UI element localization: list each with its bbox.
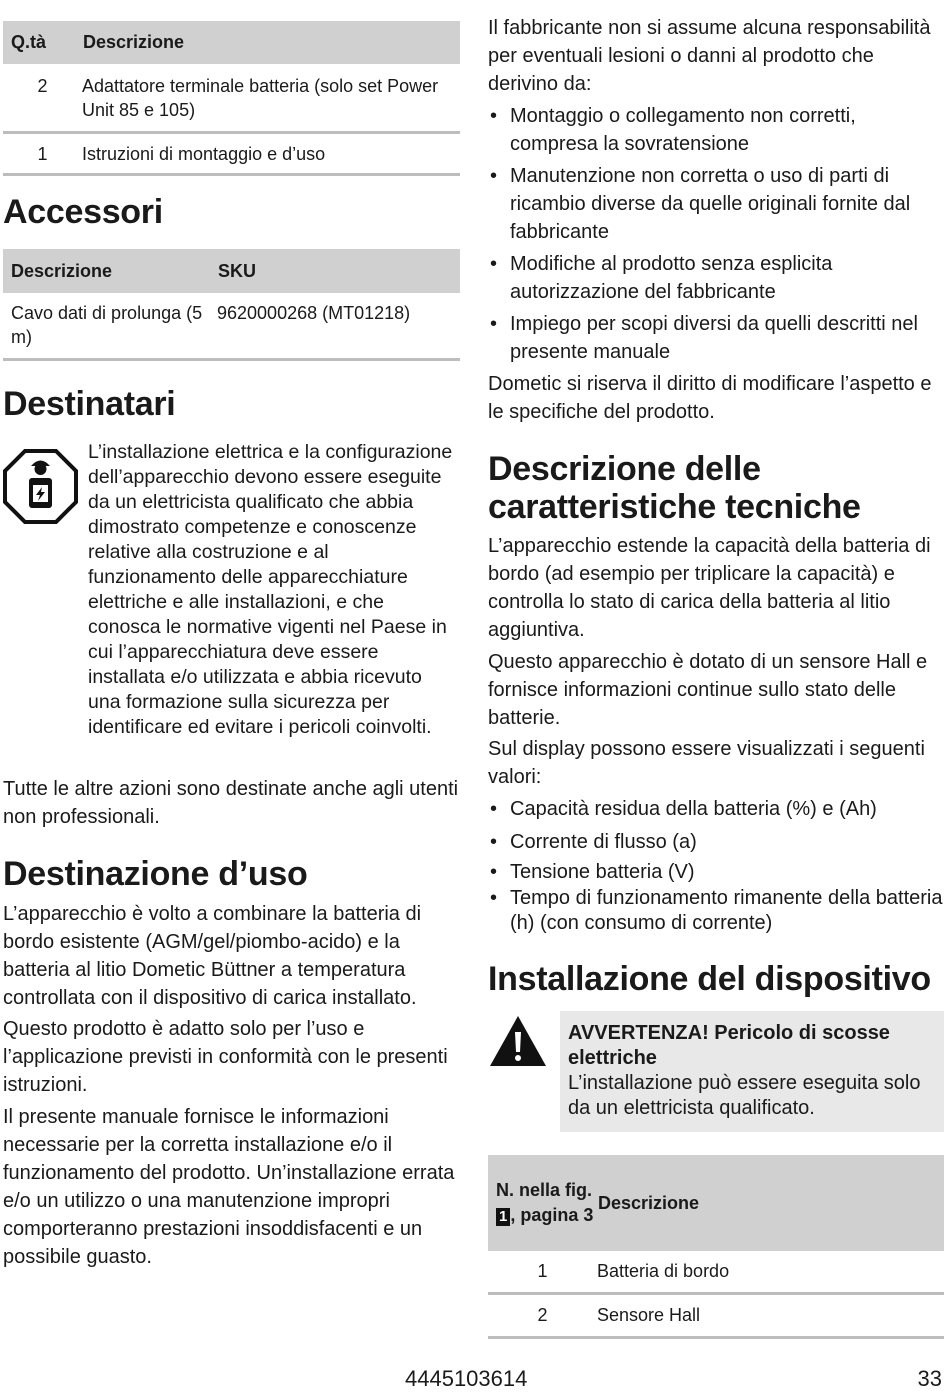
- install-col-num: N. nella fig. 1 , pagina 3: [488, 1155, 597, 1251]
- install-desc: Batteria di bordo: [597, 1251, 944, 1294]
- destinazione-heading: Destinazione d’uso: [3, 855, 308, 893]
- destinazione-p1: L’apparecchio è volto a combinare la batteria di bordo esistente (AGM/gel/piombo-acido) e la batteria al litio Dometic Büttner a temperatura controllata con il dispositivo di carica installato.: [3, 903, 422, 1009]
- list-item: • Tempo di funzionamento rimanente della batteria (h) (con consumo di corrente): [488, 886, 946, 936]
- installation-table: [488, 1155, 944, 1339]
- table-row: [3, 64, 460, 133]
- parts-desc: Adattatore terminale batteria (solo set Power Unit 85 e 105): [82, 64, 460, 133]
- list-item: • Modifiche al prodotto senza esplicita autorizzazione del fabbricante: [488, 250, 946, 306]
- doc-number: 4445103614: [405, 1366, 528, 1391]
- table-row: [488, 1294, 944, 1338]
- responsibility-intro: Il fabbricante non si assume alcuna responsabilità per eventuali lesioni o danni al prodotto che derivino da:: [488, 17, 931, 95]
- accessori-heading: Accessori: [3, 193, 163, 231]
- table-row: [3, 133, 460, 175]
- figure-number-badge: 1: [496, 1208, 510, 1226]
- destinatari-after: Tutte le altre azioni sono destinate anche agli utenti non professionali.: [3, 778, 459, 828]
- list-item: • Impiego per scopi diversi da quelli descritti nel presente manuale: [488, 310, 946, 366]
- responsibility-list: [488, 102, 946, 366]
- accessori-col-desc: Descrizione: [3, 249, 217, 293]
- install-col-desc: Descrizione: [597, 1155, 944, 1251]
- accessori-sku: 9620000268 (MT01218): [217, 293, 460, 360]
- accessori-desc: Cavo dati di prolunga (5 m): [3, 293, 217, 360]
- parts-desc: Istruzioni di montaggio e d’uso: [82, 133, 460, 175]
- warning-title: AVVERTENZA! Pericolo di scosse elettriche: [568, 1022, 890, 1069]
- technical-p1: L’apparecchio estende la capacità della batteria di bordo (ad esempio per triplicare la capacità) e controlla lo stato di carica della batteria al litio aggiuntiva.: [488, 535, 931, 641]
- list-item: • Tensione batteria (V): [488, 858, 946, 886]
- destinazione-p3: Il presente manuale fornisce le informazioni necessarie per la corretta installazione e/o il funzionamento del prodotto. Un’installazione errata e/o un utilizzo o una manutenzione impropri comporteranno prestazioni insoddisfacenti e un possibile guasto.: [3, 1106, 455, 1268]
- destinatari-heading: Destinatari: [3, 385, 176, 423]
- parts-qty: 2: [3, 64, 82, 133]
- parts-table-header: [3, 21, 460, 64]
- responsibility-outro: Dometic si riserva il diritto di modificare l’aspetto e le specifiche del prodotto.: [488, 373, 932, 423]
- install-desc: Sensore Hall: [597, 1294, 944, 1338]
- technical-p2: Questo apparecchio è dotato di un sensore Hall e fornisce informazioni continue sullo stato delle batterie.: [488, 651, 928, 729]
- page-number: 33: [917, 1366, 942, 1391]
- parts-table: [3, 21, 460, 176]
- installation-heading: Installazione del dispositivo: [488, 960, 931, 998]
- technical-heading: Descrizione delle caratteristiche tecniche: [488, 450, 861, 526]
- warning-text: L’installazione può essere eseguita solo da un elettricista qualificato.: [568, 1072, 921, 1119]
- accessori-table: [3, 249, 460, 361]
- table-row: [3, 293, 460, 360]
- list-item: • Manutenzione non corretta o uso di parti di ricambio diverse da quelle originali fornite dal fabbricante: [488, 162, 946, 246]
- parts-qty: 1: [3, 133, 82, 175]
- install-num: 1: [488, 1251, 597, 1294]
- table-row: [488, 1251, 944, 1294]
- list-item: • Corrente di flusso (a): [488, 828, 946, 856]
- accessori-col-sku: SKU: [217, 249, 460, 293]
- installation-table-header: [488, 1155, 944, 1251]
- warning-triangle-icon: [488, 1014, 548, 1068]
- install-num: 2: [488, 1294, 597, 1338]
- destinatari-note: L’installazione elettrica e la configurazione dell’apparecchio devono essere eseguite da un elettricista qualificato che abbia dimostrato competenze e conoscenze relative alla costruzione e al funzionamento delle apparecchiature elettriche e alle installazioni, e che conosca le normative vigenti nel Paese in cui l’apparecchiatura deve essere installata e/o utilizzata e abbia ricevuto una formazione sulla sicurezza per identificare ed evitare i pericoli coinvolti.: [88, 441, 453, 738]
- destinazione-p2: Questo prodotto è adatto solo per l’uso e l’applicazione previsti in conformità con le presenti istruzioni.: [3, 1018, 448, 1096]
- qualified-electrician-icon: [3, 449, 78, 524]
- warning-box: [560, 1011, 944, 1132]
- technical-list: [488, 795, 946, 936]
- list-item: • Montaggio o collegamento non corretti, compresa la sovratensione: [488, 102, 946, 158]
- list-item: • Capacità residua della batteria (%) e (Ah): [488, 795, 946, 823]
- technical-p3: Sul display possono essere visualizzati i seguenti valori:: [488, 738, 925, 788]
- parts-col-desc: Descrizione: [82, 21, 460, 64]
- accessori-table-header: [3, 249, 460, 293]
- parts-col-qty: Q.tà: [3, 21, 82, 64]
